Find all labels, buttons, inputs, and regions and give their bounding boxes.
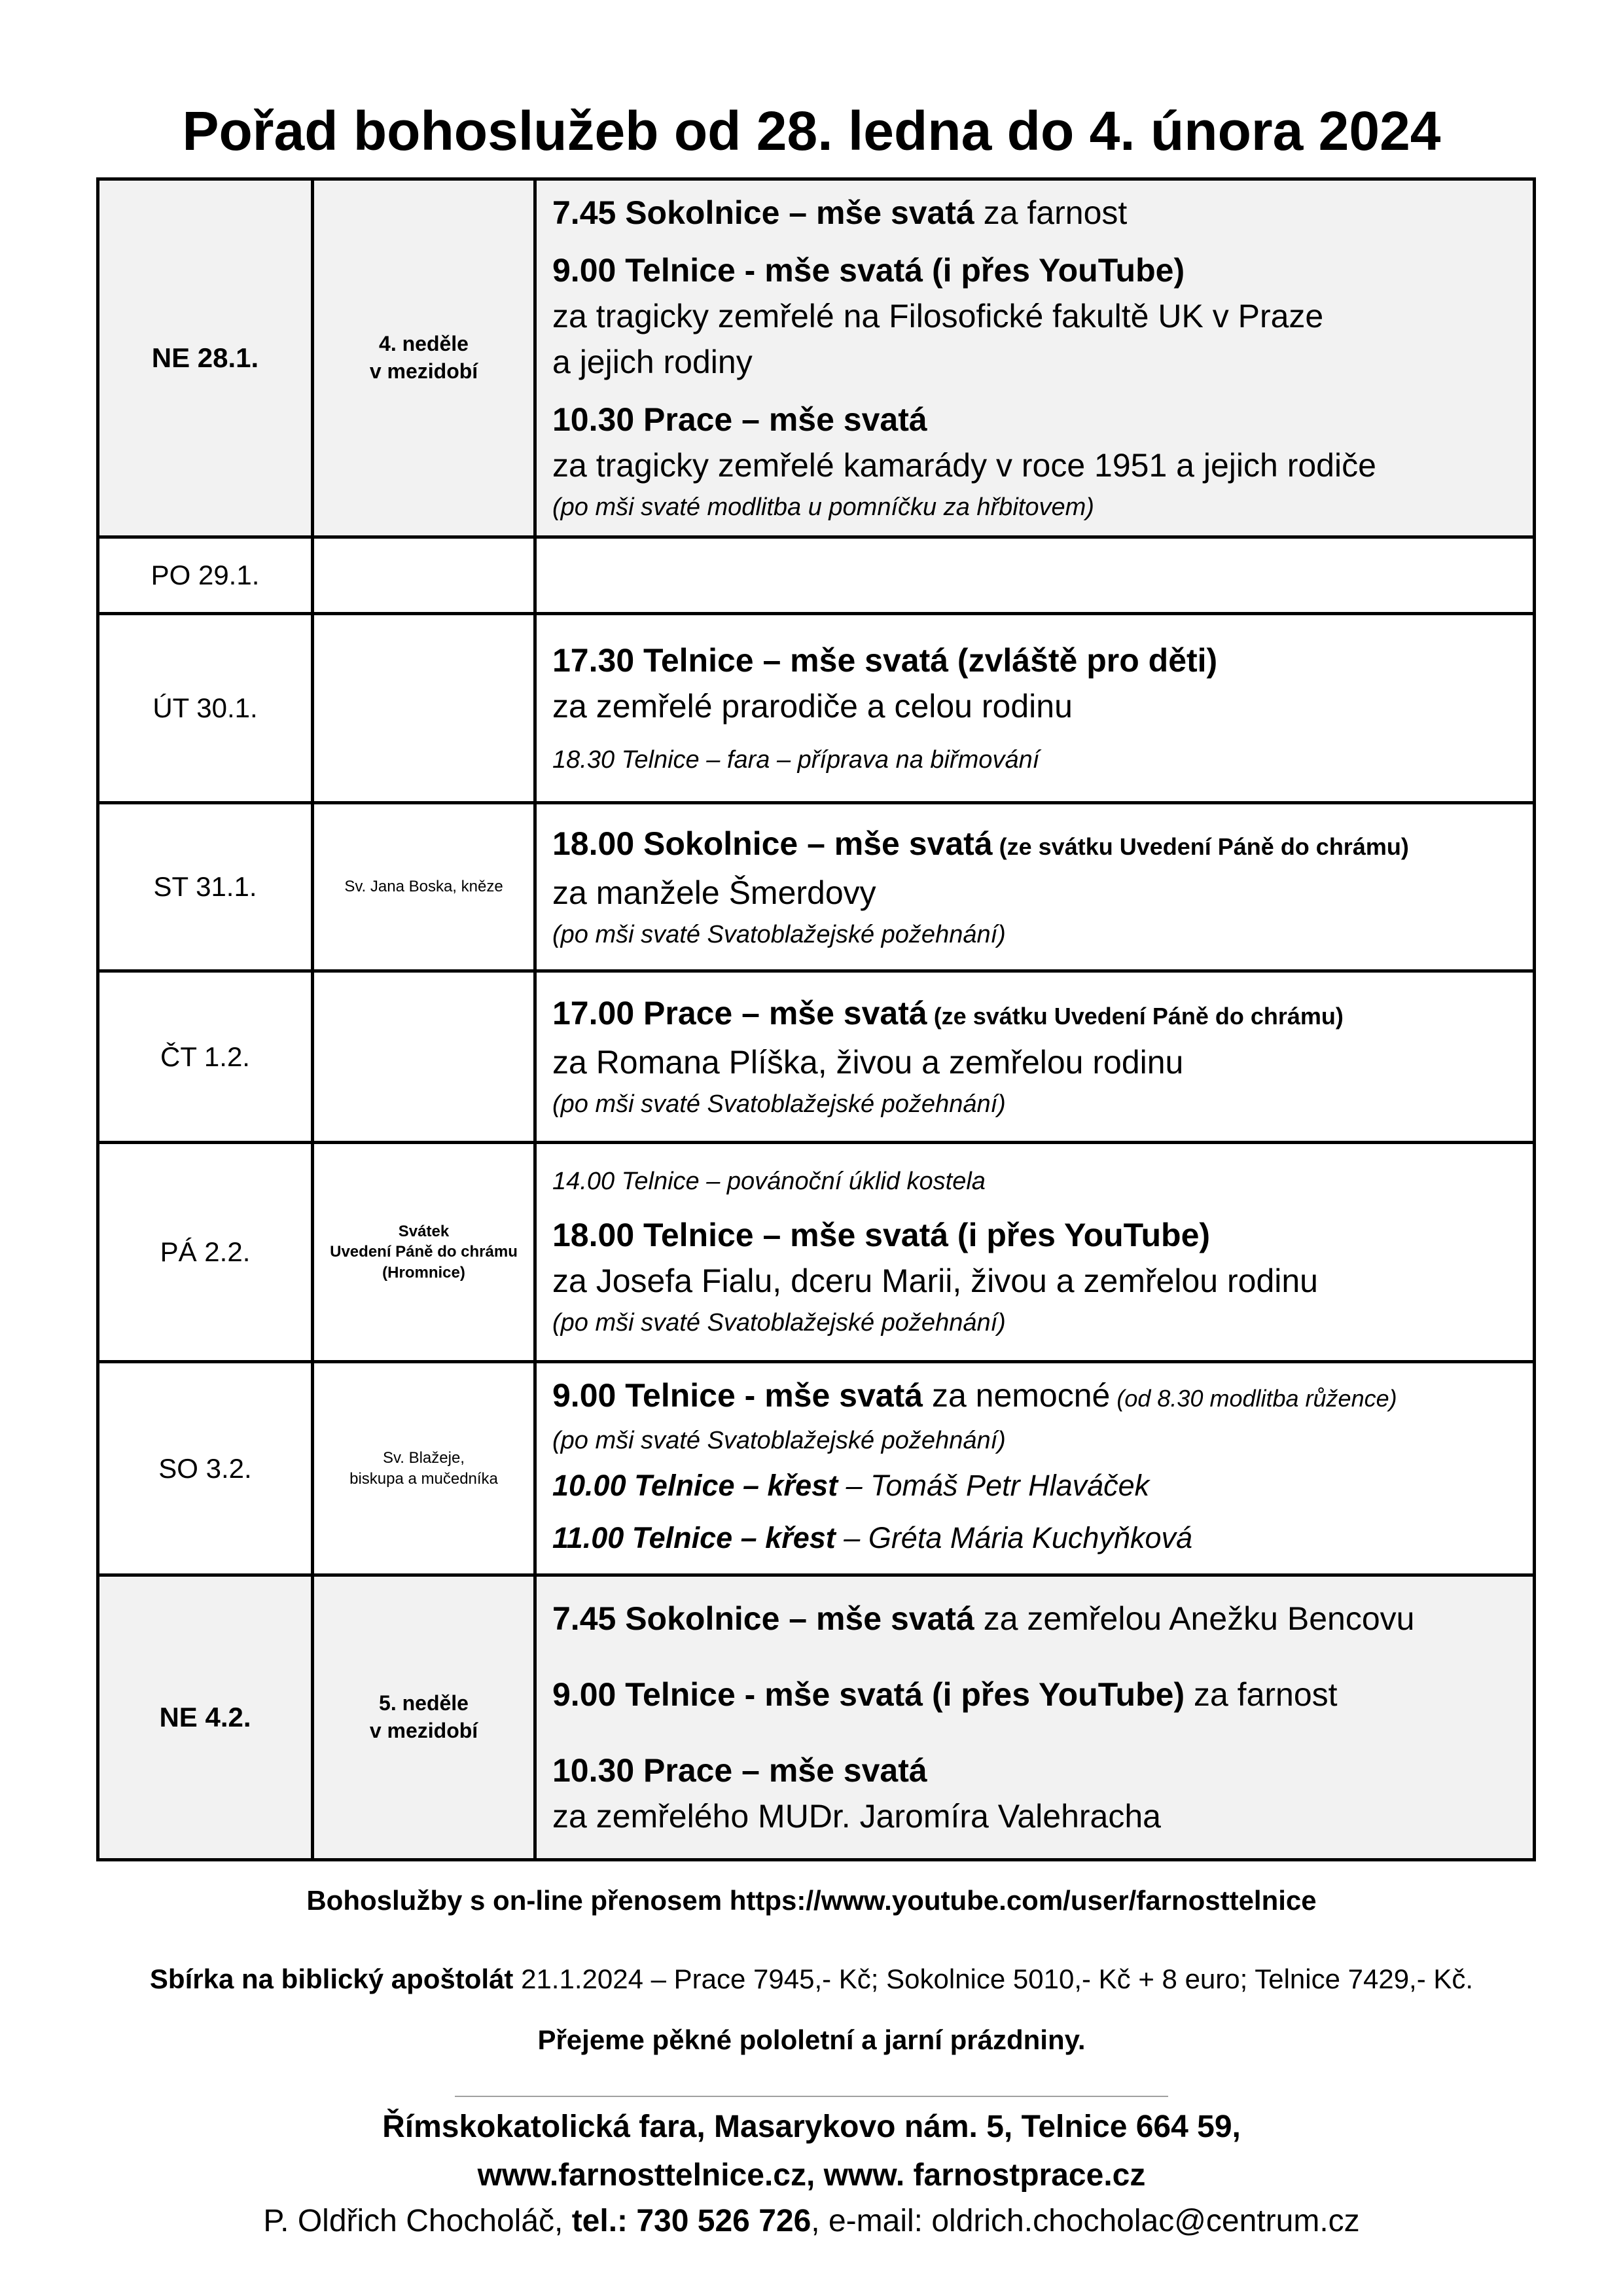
event-intention: a jejich rodiny — [552, 344, 753, 380]
feast-line: 5. neděle — [379, 1691, 469, 1715]
feast-line: 4. neděle — [379, 332, 469, 356]
day-events — [535, 1575, 1535, 1860]
day-date: ČT 1.2. — [98, 971, 313, 1143]
priest-name: P. Oldřich Chocholáč, — [263, 2204, 572, 2238]
feast-line: (Hromnice) — [382, 1263, 465, 1282]
event-intention: – Tomáš Petr Hlaváček — [838, 1469, 1150, 1502]
event-note: 18.30 Telnice – fara – příprava na biřmování — [552, 746, 1040, 774]
day-feast — [313, 1362, 535, 1575]
online-broadcast-note: Bohoslužby s on-line přenosem https://www.youtube.com/user/farnosttelnice — [306, 1885, 1317, 1916]
event-title: 18.00 Sokolnice – mše svatá — [552, 825, 993, 862]
event-intention: za Romana Plíška, živou a zemřelou rodinu — [552, 1044, 1184, 1081]
table-row — [98, 1575, 1535, 1860]
address: Římskokatolická fara, Masarykovo nám. 5, Telnice 664 59, — [382, 2109, 1241, 2144]
event-line — [552, 1672, 1517, 1717]
divider — [455, 2096, 1168, 2097]
event-line — [552, 397, 1517, 442]
day-feast — [313, 614, 535, 803]
event-intention: za farnost — [974, 194, 1128, 231]
event-title: 17.00 Prace – mše svatá — [552, 995, 927, 1031]
event-note: (po mši svaté Svatoblažejské požehnání) — [552, 1309, 1006, 1336]
contact-line — [0, 2203, 1623, 2239]
event-intention: – Gréta Mária Kuchyňková — [835, 1521, 1193, 1554]
table-row — [98, 537, 1535, 614]
event-intention: za nemocné — [923, 1377, 1111, 1414]
event-intention: za manžele Šmerdovy — [552, 874, 876, 911]
event-intention: za zemřelou Anežku Bencovu — [974, 1600, 1415, 1637]
event-title: 7.45 Sokolnice – mše svatá — [552, 194, 974, 231]
collection-text: 21.1.2024 – Prace 7945,- Kč; Sokolnice 5010,- Kč + 8 euro; Telnice 7429,- Kč. — [513, 1964, 1474, 1994]
event-line — [552, 637, 1517, 683]
day-feast — [313, 179, 535, 537]
event-intention: za Josefa Fialu, dceru Marii, živou a zemřelou rodinu — [552, 1263, 1318, 1299]
event-title: 9.00 Telnice - mše svatá — [552, 1377, 923, 1414]
table-row — [98, 614, 1535, 803]
event-line — [552, 247, 1517, 293]
event-title: 17.30 Telnice – mše svatá (zvláště pro děti) — [552, 642, 1218, 679]
event-line — [552, 1512, 1517, 1564]
event-line — [552, 1460, 1517, 1512]
event-occasion: (ze svátku Uvedení Páně do chrámu) — [927, 1003, 1344, 1030]
feast-line: v mezidobí — [369, 1719, 478, 1742]
day-feast — [313, 537, 535, 614]
feast-line: Sv. Jana Boska, kněze — [344, 878, 503, 896]
day-date: SO 3.2. — [98, 1362, 313, 1575]
event-line — [552, 1748, 1517, 1793]
event-note: (po mši svaté modlitba u pomníčku za hřbitovem) — [552, 493, 1094, 521]
table-row — [98, 803, 1535, 971]
event-note: 14.00 Telnice – povánoční úklid kostela — [552, 1168, 986, 1195]
table-row — [98, 1143, 1535, 1362]
event-note-inline: (od 8.30 modlitba růžence) — [1110, 1385, 1397, 1412]
event-title: 10.30 Prace – mše svatá — [552, 401, 927, 438]
day-events — [535, 803, 1535, 971]
feast-line: Sv. Blažeje, — [383, 1449, 465, 1467]
event-title: 11.00 Telnice – křest — [552, 1521, 836, 1554]
event-intention: za tragicky zemřelé na Filosofické fakultě UK v Praze — [552, 298, 1324, 334]
day-date: PO 29.1. — [98, 537, 313, 614]
day-events — [535, 1362, 1535, 1575]
day-feast — [313, 971, 535, 1143]
feast-line: v mezidobí — [369, 359, 478, 383]
event-line — [552, 1596, 1517, 1641]
wishes-note: Přejeme pěkné pololetní a jarní prázdniny. — [537, 2024, 1086, 2055]
event-intention: za zemřelého MUDr. Jaromíra Valehracha — [552, 1798, 1161, 1835]
feast-line: Svátek — [398, 1223, 450, 1241]
day-events — [535, 614, 1535, 803]
schedule-table — [96, 177, 1536, 1861]
event-title: 10.30 Prace – mše svatá — [552, 1752, 927, 1789]
event-line — [552, 1212, 1517, 1258]
event-intention: za farnost — [1185, 1676, 1338, 1713]
day-feast — [313, 803, 535, 971]
day-date: NE 28.1. — [98, 179, 313, 537]
day-events — [535, 971, 1535, 1143]
event-line — [552, 821, 1517, 870]
websites: www.farnosttelnice.cz, www. farnostprace.cz — [477, 2158, 1146, 2193]
day-feast — [313, 1143, 535, 1362]
event-line — [552, 990, 1517, 1039]
event-occasion: (ze svátku Uvedení Páně do chrámu) — [992, 833, 1409, 860]
day-date: NE 4.2. — [98, 1575, 313, 1860]
day-date: ST 31.1. — [98, 803, 313, 971]
table-row — [98, 179, 1535, 537]
collection-note — [0, 1964, 1623, 1995]
day-date: ÚT 30.1. — [98, 614, 313, 803]
event-title: 9.00 Telnice - mše svatá (i přes YouTube) — [552, 1676, 1185, 1713]
email: , e-mail: oldrich.chocholac@centrum.cz — [811, 2204, 1360, 2238]
event-line — [552, 190, 1517, 236]
event-title: 18.00 Telnice – mše svatá (i přes YouTube) — [552, 1217, 1211, 1253]
day-feast — [313, 1575, 535, 1860]
event-title: 7.45 Sokolnice – mše svatá — [552, 1600, 974, 1637]
event-line — [552, 1372, 1517, 1422]
feast-line: Uvedení Páně do chrámu — [330, 1243, 518, 1261]
day-events — [535, 537, 1535, 614]
table-row — [98, 971, 1535, 1143]
event-note: (po mši svaté Svatoblažejské požehnání) — [552, 1427, 1006, 1454]
event-note: (po mši svaté Svatoblažejské požehnání) — [552, 1090, 1006, 1118]
event-intention: za tragicky zemřelé kamarády v roce 1951 a jejich rodiče — [552, 447, 1376, 484]
table-row — [98, 1362, 1535, 1575]
feast-line: biskupa a mučedníka — [349, 1469, 498, 1488]
day-events — [535, 1143, 1535, 1362]
event-intention: za zemřelé prarodiče a celou rodinu — [552, 688, 1073, 725]
phone: tel.: 730 526 726 — [571, 2204, 812, 2238]
page-title: Pořad bohoslužeb od 28. ledna do 4. února 2024 — [182, 100, 1441, 162]
event-title: 9.00 Telnice - mše svatá (i přes YouTube) — [552, 252, 1185, 289]
day-events — [535, 179, 1535, 537]
event-title: 10.00 Telnice – křest — [552, 1469, 838, 1502]
collection-label: Sbírka na biblický apoštolát — [149, 1964, 514, 1994]
event-note: (po mši svaté Svatoblažejské požehnání) — [552, 920, 1006, 948]
day-date: PÁ 2.2. — [98, 1143, 313, 1362]
